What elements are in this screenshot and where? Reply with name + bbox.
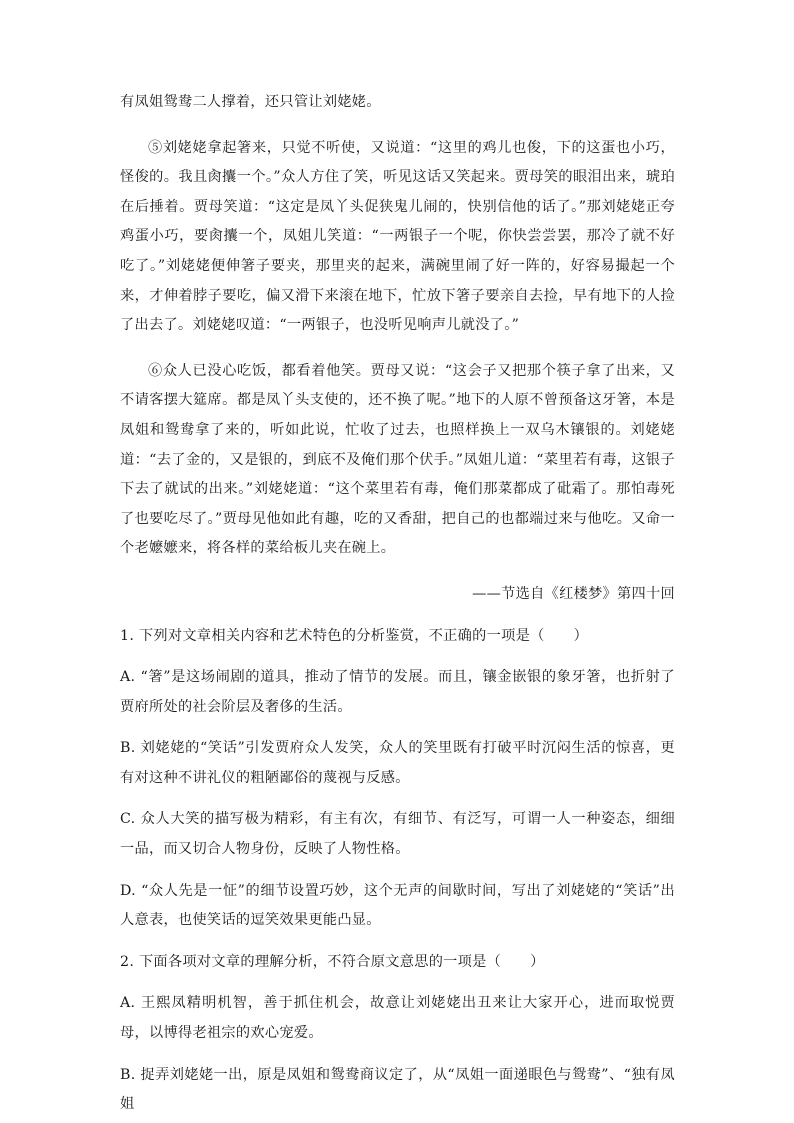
question-1-option-c [120, 805, 675, 864]
question-1-option-b [120, 734, 675, 793]
question-stem: 2. 下面各项对文章的理解分析，不符合原文意思的一项是（ ） [120, 953, 545, 970]
option-text: B. 刘姥姥的“笑话”引发贾府众人发笑，众人的笑里既有打破平时沉闷生活的惊喜，更有对这种不讲礼仪的粗陋鄙俗的蔑视与反感。 [120, 740, 675, 786]
option-text: C. 众人大笑的描写极为精彩，有主有次，有细节、有泛写，可谓一人一种姿态，细细一品，而又切合人物身份，反映了人物性格。 [120, 811, 675, 858]
question-1 [120, 622, 675, 652]
question-1-option-a [120, 663, 675, 722]
question-1-option-d [120, 877, 675, 936]
passage-paragraph-6: ⑥众人已没心吃饭，都看着他笑。贾母又说：“这会子又把那个筷子拿了出来，又不请客摆大筵席。都是凤丫头支使的，还不换了呢。”地下的人原不曾预备这牙箸，本是凤姐和鸳鸯拿了来的，听如此说，忙收了过去，也照样换上一双乌木镶银的。刘姥姥道：“去了金的，又是银的，到底不及俺们那个伏手。”凤姐儿道：“菜里若有毒，这银子下去了就试的出来。”刘姥姥道：“这个菜里若有毒，俺们那菜都成了砒霜了。那怕毒死了也要吃尽了。”贾母见他如此有趣，吃的又香甜，把自己的也都端过来与他吃。又命一个老嬷嬷来，将各样的菜给板儿夹在碗上。 [120, 362, 675, 557]
question-2-option-a [120, 989, 675, 1048]
passage-paragraph-5: ⑤刘姥姥拿起箸来，只觉不听使，又说道：“这里的鸡儿也俊，下的这蛋也小巧，怪俊的。我且肏攮一个。”众人方住了笑，听见这话又笑起来。贾母笑的眼泪出来，琥珀在后捶着。贾母笑道：“这定是凤丫头促狭鬼儿闹的，快别信他的话了。”那刘姥姥正夸鸡蛋小巧，要肏攮一个，凤姐儿笑道：“一两银子一个呢，你快尝尝罢，那冷了就不好吃了。”刘姥姥便伸箸子要夹，那里夹的起来，满碗里闹了好一阵的，好容易撮起一个来，才伸着脖子要吃，偏又滑下来滚在地下，忙放下箸子要亲自去捡，早有地下的人捡了出去了。刘姥姥叹道：“一两银子，也没听见响声儿就没了。” [120, 139, 675, 334]
question-2 [120, 948, 675, 978]
option-text: A. “箸”是这场闹剧的道具，推动了情节的发展。而且，镶金嵌银的象牙箸，也折射了贾府所处的社会阶层及奢侈的生活。 [120, 669, 675, 715]
option-text: B. 捉弄刘姥姥一出，原是凤姐和鸳鸯商议定了，从“凤姐一面递眼色与鸳鸯”、“独有凤姐 [120, 1066, 675, 1113]
passage-source: ——节选自《红楼梦》第四十回 [472, 585, 675, 602]
question-stem: 1. 下列对文章相关内容和艺术特色的分析鉴赏，不正确的一项是（ ） [120, 627, 589, 644]
option-text: A. 王熙凤精明机智，善于抓住机会，故意让刘姥姥出丑来让大家开心，进而取悦贾母，以博得老祖宗的欢心宠爱。 [120, 995, 675, 1042]
question-2-option-b [120, 1061, 675, 1120]
passage-lead: 有凤姐鸳鸯二人撑着，还只管让刘姥姥。 [120, 94, 381, 110]
option-text: D. “众人先是一怔”的细节设置巧妙，这个无声的间歇时间，写出了刘姥姥的“笑话”出人意表，也使笑话的逗笑效果更能凸显。 [120, 882, 675, 929]
document-page [120, 88, 675, 1120]
